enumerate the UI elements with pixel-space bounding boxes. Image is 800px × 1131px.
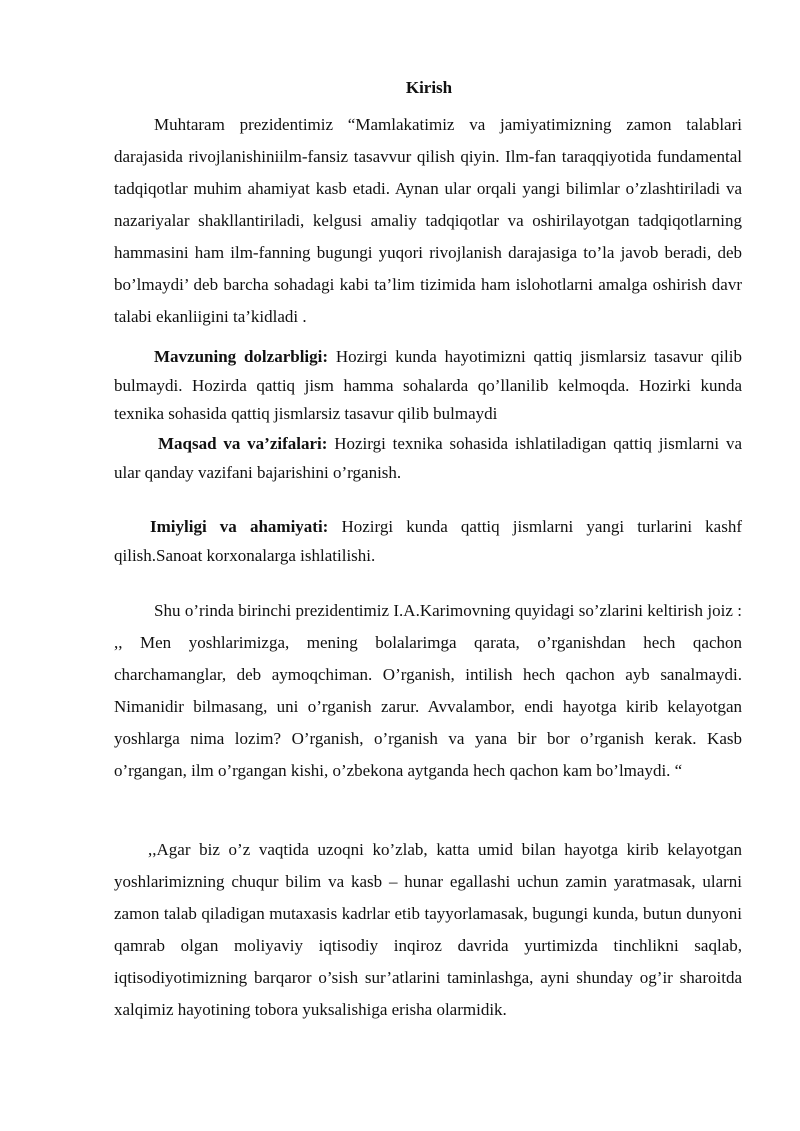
goals-text: Hozirgi texnika sohasida ishlatiladigan qattiq jismlarni va ular qanday vazifani bajarishini o’rganish. xyxy=(114,434,742,482)
importance-text: Hozirgi kunda qattiq jismlarni yangi turlarini kashf qilish.Sanoat korxonalarga ishlatilishi. xyxy=(114,517,742,565)
quote-paragraph-2: ,,Agar biz o’z vaqtida uzoqni ko’zlab, katta umid bilan hayotga kirib kelayotgan yoshlarimizning chuqur bilim va kasb – hunar egallashi uchun zamin yaratmasak, ularni zamon talab qiladigan mutaxasis kadrlar etib tayyorlamasak, bugungi kunda, butun dunyoni qamrab olgan moliyaviy iqtisodiy inqiroz davrida yurtimizda tinchlikni saqlab, iqtisodiyotimizning barqaror o’sish sur’atlarini taminlashga, ayni shunday og’ir sharoitda xalqimiz hayotining tobora yuksalishiga erisha olarmidik. xyxy=(114,840,742,1019)
page-title: Kirish xyxy=(405,78,453,97)
relevance-paragraph xyxy=(114,343,742,429)
relevance-text: Hozirgi kunda hayotimizni qattiq jismlarsiz tasavur qilib bulmaydi. Hozirda qattiq jism hamma sohalarda qo’llanilib kelmoqda. Hozirki kunda texnika sohasida qattiq jismlarsiz tasavur qilib bulmaydi xyxy=(114,347,743,423)
intro-paragraph: Muhtaram prezidentimiz “Mamlakatimiz va jamiyatimizning zamon talablari darajasida rivojlanishiniilm-fansiz tasavvur qilish qiyin. Ilm-fan taraqqiyotida fundamental tadqiqotlar muhim ahamiyat kasb etadi. Aynan ular orqali yangi bilimlar o’zlashtiriladi va nazariyalar shakllantiriladi, kelgusi amaliy tadqiqotlar va oshirilayotgan tadqiqotlarning hammasini ham ilm-fanning bugungi yuqori rivojlanish darajasiga to’la javob beradi, deb bo’lmaydi’ deb barcha sohadagi kabi ta’lim tizimida ham islohotlarni amalga oshirish davr talabi ekanliigini ta’kidladi . xyxy=(114,115,742,326)
goals-label: Maqsad va va’zifalari: xyxy=(158,434,328,453)
importance-paragraph xyxy=(114,513,742,570)
goals-paragraph xyxy=(114,430,742,487)
relevance-label: Mavzuning dolzarbligi: xyxy=(154,347,329,366)
quote-paragraph-1: Shu o’rinda birinchi prezidentimiz I.A.Karimovning quyidagi so’zlarini keltirish joiz : ,, Men yoshlarimizga, mening bolalarimga qarata, o’rganishdan hech qachon charchamanglar, deb aymoqchiman. O’rganish, intilish hech qachon ayb sanalmaydi. Nimanidir bilmasang, uni o’rganish zarur. Avvalambor, endi hayotga kirib kelayotgan yoshlarga nima lozim? O’rganish, o’rganish va yana bir bor o’rganish kerak. Kasb o’rgangan, ilm o’rgangan kishi, o’zbekona aytganda hech qachon kam bo’lmaydi. “ xyxy=(114,601,742,780)
importance-label: Imiyligi va ahamiyati: xyxy=(150,517,329,536)
